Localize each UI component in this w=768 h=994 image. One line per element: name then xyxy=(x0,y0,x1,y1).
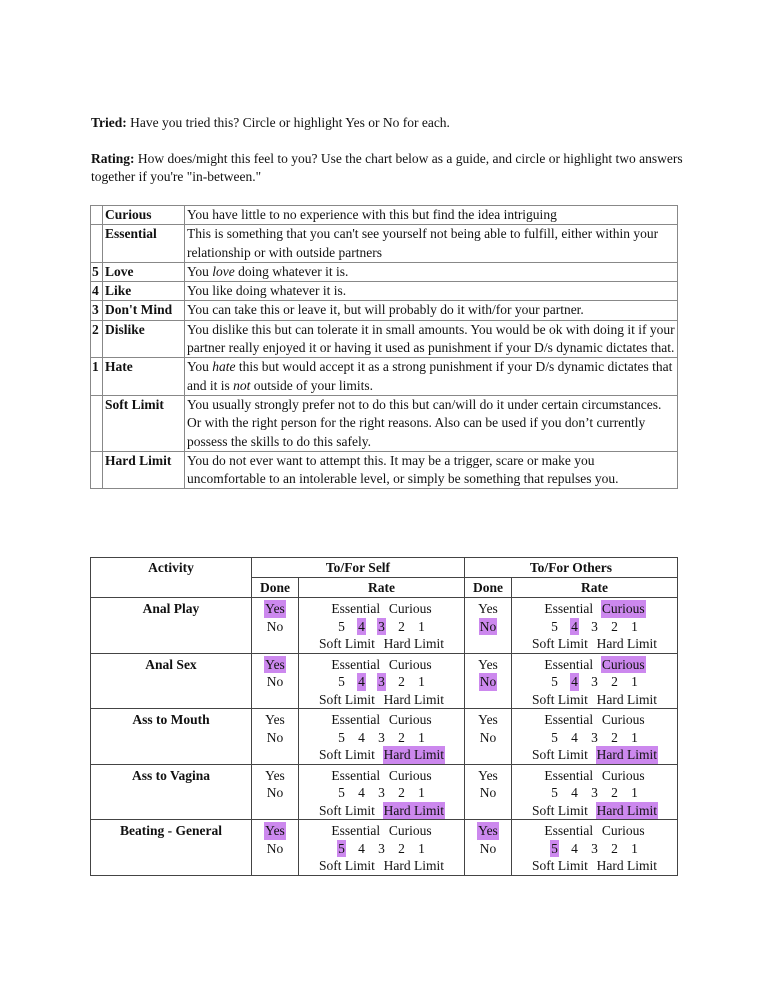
others-rate-line-1 xyxy=(512,600,677,618)
others-rate-5[interactable]: 5 xyxy=(551,674,558,689)
self-rate-essential[interactable]: Essential xyxy=(331,767,381,783)
others-done-cell xyxy=(465,820,512,876)
self-no-option[interactable]: No xyxy=(266,840,284,856)
legend-description xyxy=(185,358,678,396)
self-rate-5[interactable]: 5 xyxy=(338,785,345,800)
tried-instructions xyxy=(91,114,691,132)
others-rate-2[interactable]: 2 xyxy=(611,674,618,689)
others-done-line-2 xyxy=(465,729,511,747)
legend-term: Soft Limit xyxy=(103,395,185,451)
others-rate-5[interactable]: 5 xyxy=(551,840,558,856)
others-rate-line-2 xyxy=(512,840,677,858)
self-rate-cell xyxy=(299,653,465,709)
header-activity: Activity xyxy=(91,558,252,598)
self-rate-3[interactable]: 3 xyxy=(378,618,385,634)
legend-number: 4 xyxy=(91,282,103,301)
others-rate-2[interactable]: 2 xyxy=(611,785,618,800)
others-rate-essential[interactable]: Essential xyxy=(544,656,594,672)
self-rate-curious[interactable]: Curious xyxy=(388,823,432,838)
others-rate-hard[interactable]: Hard Limit xyxy=(596,691,657,707)
self-rate-line-3 xyxy=(299,857,464,875)
self-rate-line-1 xyxy=(299,711,464,729)
self-rate-soft[interactable]: Soft Limit xyxy=(318,858,375,873)
activity-name: Ass to Vagina xyxy=(91,764,252,820)
self-rate-1[interactable]: 1 xyxy=(418,840,425,856)
others-done-line-2 xyxy=(465,784,511,802)
others-rate-2[interactable]: 2 xyxy=(611,618,618,634)
activity-name: Anal Sex xyxy=(91,653,252,709)
self-rate-line-2 xyxy=(299,729,464,747)
legend-emphasis: love xyxy=(212,263,235,279)
self-yes-option[interactable]: Yes xyxy=(265,712,285,727)
activity-name: Beating - General xyxy=(91,820,252,876)
others-rate-line-2 xyxy=(512,673,677,691)
others-rate-soft[interactable]: Soft Limit xyxy=(531,636,588,651)
tried-text: Have you tried this? Circle or highlight Yes or No for each. xyxy=(126,115,450,130)
legend-number xyxy=(91,451,103,489)
others-rate-essential[interactable]: Essential xyxy=(544,712,594,727)
self-rate-4[interactable]: 4 xyxy=(358,674,365,689)
others-done-line-1 xyxy=(465,822,511,840)
legend-row xyxy=(91,358,678,396)
others-rate-curious[interactable]: Curious xyxy=(601,656,645,672)
others-rate-5[interactable]: 5 xyxy=(551,618,558,634)
others-yes-option[interactable]: Yes xyxy=(478,656,498,672)
activity-row xyxy=(91,820,678,876)
others-rate-4[interactable]: 4 xyxy=(571,729,578,745)
others-rate-essential[interactable]: Essential xyxy=(544,767,594,783)
others-rate-1[interactable]: 1 xyxy=(631,618,638,634)
others-rate-1[interactable]: 1 xyxy=(631,840,638,856)
others-no-option[interactable]: No xyxy=(479,729,497,745)
self-rate-line-2 xyxy=(299,840,464,858)
others-done-line-2 xyxy=(465,840,511,858)
self-rate-4[interactable]: 4 xyxy=(358,840,365,856)
legend-number: 3 xyxy=(91,301,103,320)
others-rate-3[interactable]: 3 xyxy=(591,618,598,634)
others-rate-soft[interactable]: Soft Limit xyxy=(531,802,588,818)
others-rate-hard[interactable]: Hard Limit xyxy=(596,802,657,818)
self-rate-2[interactable]: 2 xyxy=(398,618,405,634)
others-done-cell xyxy=(465,598,512,654)
self-rate-essential[interactable]: Essential xyxy=(331,656,381,672)
self-rate-line-2 xyxy=(299,784,464,802)
self-done-line-1 xyxy=(252,711,298,729)
header-others-done: Done xyxy=(465,578,512,598)
others-rate-line-2 xyxy=(512,618,677,636)
header-self: To/For Self xyxy=(252,558,465,578)
others-rate-soft[interactable]: Soft Limit xyxy=(531,747,588,762)
legend-term: Dislike xyxy=(103,320,185,358)
self-rate-hard[interactable]: Hard Limit xyxy=(383,691,444,707)
others-rate-1[interactable]: 1 xyxy=(631,785,638,800)
others-done-line-1 xyxy=(465,711,511,729)
self-done-line-2 xyxy=(252,729,298,747)
self-rate-1[interactable]: 1 xyxy=(418,785,425,800)
others-rate-line-1 xyxy=(512,711,677,729)
activity-row xyxy=(91,764,678,820)
self-rate-5[interactable]: 5 xyxy=(338,618,345,634)
self-rate-line-3 xyxy=(299,635,464,653)
legend-row xyxy=(91,301,678,320)
self-rate-4[interactable]: 4 xyxy=(358,729,365,745)
others-rate-curious[interactable]: Curious xyxy=(601,712,645,727)
others-rate-cell xyxy=(512,764,678,820)
self-done-line-2 xyxy=(252,618,298,636)
legend-number xyxy=(91,206,103,225)
others-rate-soft[interactable]: Soft Limit xyxy=(531,858,588,873)
self-rate-4[interactable]: 4 xyxy=(358,618,365,634)
legend-text: You xyxy=(187,263,213,279)
others-rate-line-2 xyxy=(512,729,677,747)
self-rate-1[interactable]: 1 xyxy=(418,729,425,745)
self-rate-curious[interactable]: Curious xyxy=(388,767,432,783)
legend-row xyxy=(91,282,678,301)
self-rate-line-2 xyxy=(299,673,464,691)
self-rate-curious[interactable]: Curious xyxy=(388,601,432,616)
legend-number: 2 xyxy=(91,320,103,358)
self-done-cell xyxy=(252,764,299,820)
self-done-line-2 xyxy=(252,840,298,858)
legend-description: You usually strongly prefer not to do this but can/will do it under certain circumstances. Or with the right person for the right reasons. Also can be used if you don’t currently possess the skills to do this safely. xyxy=(185,395,678,451)
others-yes-option[interactable]: Yes xyxy=(478,712,498,727)
others-rate-line-3 xyxy=(512,635,677,653)
self-rate-line-1 xyxy=(299,767,464,785)
self-rate-line-1 xyxy=(299,656,464,674)
legend-number: 5 xyxy=(91,262,103,281)
others-rate-5[interactable]: 5 xyxy=(551,785,558,800)
others-rate-cell xyxy=(512,653,678,709)
others-done-line-1 xyxy=(465,767,511,785)
self-rate-soft[interactable]: Soft Limit xyxy=(318,802,375,818)
self-rate-cell xyxy=(299,709,465,765)
self-rate-hard[interactable]: Hard Limit xyxy=(383,636,444,651)
self-rate-1[interactable]: 1 xyxy=(418,674,425,689)
others-rate-line-3 xyxy=(512,802,677,820)
legend-number xyxy=(91,395,103,451)
activity-row xyxy=(91,653,678,709)
self-yes-option[interactable]: Yes xyxy=(265,767,285,783)
self-done-line-2 xyxy=(252,673,298,691)
self-done-line-1 xyxy=(252,822,298,840)
legend-description: You do not ever want to attempt this. It may be a trigger, scare or make you uncomfortable to an intolerable level, or simply be something that repulses you. xyxy=(185,451,678,489)
self-done-cell xyxy=(252,653,299,709)
self-rate-cell xyxy=(299,820,465,876)
others-rate-line-3 xyxy=(512,857,677,875)
self-rate-3[interactable]: 3 xyxy=(378,785,385,800)
self-rate-hard[interactable]: Hard Limit xyxy=(383,858,444,873)
rating-text: How does/might this feel to you? Use the chart below as a guide, and circle or highlight two answers together if you're "in-between." xyxy=(91,151,683,184)
self-yes-option[interactable]: Yes xyxy=(265,601,285,616)
others-rate-4[interactable]: 4 xyxy=(571,840,578,856)
legend-number xyxy=(91,225,103,263)
others-done-line-1 xyxy=(465,600,511,618)
others-rate-cell xyxy=(512,598,678,654)
self-rate-5[interactable]: 5 xyxy=(338,674,345,689)
self-rate-line-1 xyxy=(299,822,464,840)
legend-term: Love xyxy=(103,262,185,281)
rating-legend-table xyxy=(90,205,678,489)
legend-emphasis: not xyxy=(233,377,251,393)
self-yes-option[interactable]: Yes xyxy=(265,823,285,838)
header-self-done: Done xyxy=(252,578,299,598)
self-done-cell xyxy=(252,709,299,765)
others-rate-3[interactable]: 3 xyxy=(591,674,598,689)
self-rate-2[interactable]: 2 xyxy=(398,785,405,800)
legend-description: You have little to no experience with this but find the idea intriguing xyxy=(185,206,678,225)
legend-term: Essential xyxy=(103,225,185,263)
others-rate-soft[interactable]: Soft Limit xyxy=(531,691,588,707)
others-rate-3[interactable]: 3 xyxy=(591,785,598,800)
legend-text: outside of your limits. xyxy=(250,377,374,393)
self-rate-4[interactable]: 4 xyxy=(358,785,365,800)
legend-term: Hate xyxy=(103,358,185,396)
others-rate-curious[interactable]: Curious xyxy=(601,823,645,838)
others-rate-4[interactable]: 4 xyxy=(571,618,578,634)
others-no-option[interactable]: No xyxy=(479,674,497,689)
others-rate-2[interactable]: 2 xyxy=(611,729,618,745)
self-yes-option[interactable]: Yes xyxy=(265,656,285,672)
legend-text: You xyxy=(187,359,213,375)
others-done-line-2 xyxy=(465,618,511,636)
self-rate-line-2 xyxy=(299,618,464,636)
others-rate-curious[interactable]: Curious xyxy=(601,767,645,783)
legend-description: This is something that you can't see yourself not being able to fulfill, either within your relationship or with outside partners xyxy=(185,225,678,263)
self-done-line-1 xyxy=(252,656,298,674)
activity-rating-table xyxy=(90,557,678,876)
others-rate-4[interactable]: 4 xyxy=(571,674,578,689)
self-rate-1[interactable]: 1 xyxy=(418,618,425,634)
others-rate-hard[interactable]: Hard Limit xyxy=(596,747,657,762)
self-done-line-1 xyxy=(252,767,298,785)
self-rate-line-3 xyxy=(299,691,464,709)
others-rate-line-3 xyxy=(512,746,677,764)
others-rate-3[interactable]: 3 xyxy=(591,840,598,856)
self-rate-5[interactable]: 5 xyxy=(338,729,345,745)
others-rate-1[interactable]: 1 xyxy=(631,674,638,689)
self-done-cell xyxy=(252,598,299,654)
others-rate-2[interactable]: 2 xyxy=(611,840,618,856)
self-no-option[interactable]: No xyxy=(266,618,284,634)
others-rate-3[interactable]: 3 xyxy=(591,729,598,745)
tried-label: Tried: xyxy=(91,115,127,130)
self-rate-2[interactable]: 2 xyxy=(398,674,405,689)
legend-description xyxy=(185,262,678,281)
legend-description: You can take this or leave it, but will probably do it with/for your partner. xyxy=(185,301,678,320)
legend-row xyxy=(91,320,678,358)
activity-name: Anal Play xyxy=(91,598,252,654)
self-rate-soft[interactable]: Soft Limit xyxy=(318,691,375,707)
others-rate-line-1 xyxy=(512,656,677,674)
legend-row xyxy=(91,206,678,225)
self-rate-line-3 xyxy=(299,746,464,764)
others-done-line-2 xyxy=(465,673,511,691)
self-rate-soft[interactable]: Soft Limit xyxy=(318,747,375,762)
self-done-line-2 xyxy=(252,784,298,802)
legend-text: this but would accept it as a strong punishment if your D/s dynamic dictates that and it is xyxy=(187,359,673,393)
legend-row xyxy=(91,262,678,281)
self-rate-curious[interactable]: Curious xyxy=(388,656,432,672)
activity-row xyxy=(91,598,678,654)
legend-term: Like xyxy=(103,282,185,301)
legend-row xyxy=(91,451,678,489)
others-rate-1[interactable]: 1 xyxy=(631,729,638,745)
self-rate-5[interactable]: 5 xyxy=(338,840,345,856)
self-done-cell xyxy=(252,820,299,876)
others-yes-option[interactable]: Yes xyxy=(478,601,498,616)
legend-term: Curious xyxy=(103,206,185,225)
others-rate-5[interactable]: 5 xyxy=(551,729,558,745)
legend-emphasis: hate xyxy=(212,359,236,375)
self-no-option[interactable]: No xyxy=(266,785,284,800)
others-rate-essential[interactable]: Essential xyxy=(544,823,594,838)
others-rate-curious[interactable]: Curious xyxy=(601,601,645,616)
self-rate-3[interactable]: 3 xyxy=(378,674,385,689)
self-rate-hard[interactable]: Hard Limit xyxy=(383,747,444,762)
self-rate-line-3 xyxy=(299,802,464,820)
others-rate-line-1 xyxy=(512,767,677,785)
others-done-cell xyxy=(465,764,512,820)
others-yes-option[interactable]: Yes xyxy=(478,767,498,783)
self-rate-essential[interactable]: Essential xyxy=(331,601,381,616)
others-rate-cell xyxy=(512,820,678,876)
others-no-option[interactable]: No xyxy=(479,618,497,634)
legend-term: Don't Mind xyxy=(103,301,185,320)
rating-instructions xyxy=(91,150,691,186)
self-rate-2[interactable]: 2 xyxy=(398,840,405,856)
others-rate-line-3 xyxy=(512,691,677,709)
others-rate-4[interactable]: 4 xyxy=(571,785,578,800)
others-rate-hard[interactable]: Hard Limit xyxy=(596,636,657,651)
rating-label: Rating: xyxy=(91,151,135,166)
self-rate-cell xyxy=(299,598,465,654)
activity-name: Ass to Mouth xyxy=(91,709,252,765)
others-done-cell xyxy=(465,653,512,709)
legend-number: 1 xyxy=(91,358,103,396)
header-self-rate: Rate xyxy=(299,578,465,598)
self-rate-hard[interactable]: Hard Limit xyxy=(383,802,444,818)
self-rate-2[interactable]: 2 xyxy=(398,729,405,745)
self-rate-essential[interactable]: Essential xyxy=(331,712,381,727)
self-done-line-1 xyxy=(252,600,298,618)
others-rate-hard[interactable]: Hard Limit xyxy=(596,858,657,873)
others-rate-cell xyxy=(512,709,678,765)
legend-description: You like doing whatever it is. xyxy=(185,282,678,301)
legend-row xyxy=(91,225,678,263)
self-no-option[interactable]: No xyxy=(266,729,284,745)
legend-text: doing whatever it is. xyxy=(234,263,349,279)
others-rate-essential[interactable]: Essential xyxy=(544,601,594,616)
others-done-line-1 xyxy=(465,656,511,674)
self-rate-3[interactable]: 3 xyxy=(378,729,385,745)
self-rate-cell xyxy=(299,764,465,820)
others-no-option[interactable]: No xyxy=(479,785,497,800)
self-rate-line-1 xyxy=(299,600,464,618)
self-rate-curious[interactable]: Curious xyxy=(388,712,432,727)
self-rate-essential[interactable]: Essential xyxy=(331,823,381,838)
self-no-option[interactable]: No xyxy=(266,674,284,689)
legend-description: You dislike this but can tolerate it in small amounts. You would be ok with doing it if your partner really enjoyed it or having it used as punishment if your D/s dynamic dictates that. xyxy=(185,320,678,358)
header-others-rate: Rate xyxy=(512,578,678,598)
self-rate-3[interactable]: 3 xyxy=(378,840,385,856)
others-no-option[interactable]: No xyxy=(479,840,497,856)
others-yes-option[interactable]: Yes xyxy=(478,823,498,838)
others-rate-line-1 xyxy=(512,822,677,840)
legend-term: Hard Limit xyxy=(103,451,185,489)
header-others: To/For Others xyxy=(465,558,678,578)
legend-row xyxy=(91,395,678,451)
activity-row xyxy=(91,709,678,765)
others-rate-line-2 xyxy=(512,784,677,802)
self-rate-soft[interactable]: Soft Limit xyxy=(318,636,375,651)
others-done-cell xyxy=(465,709,512,765)
